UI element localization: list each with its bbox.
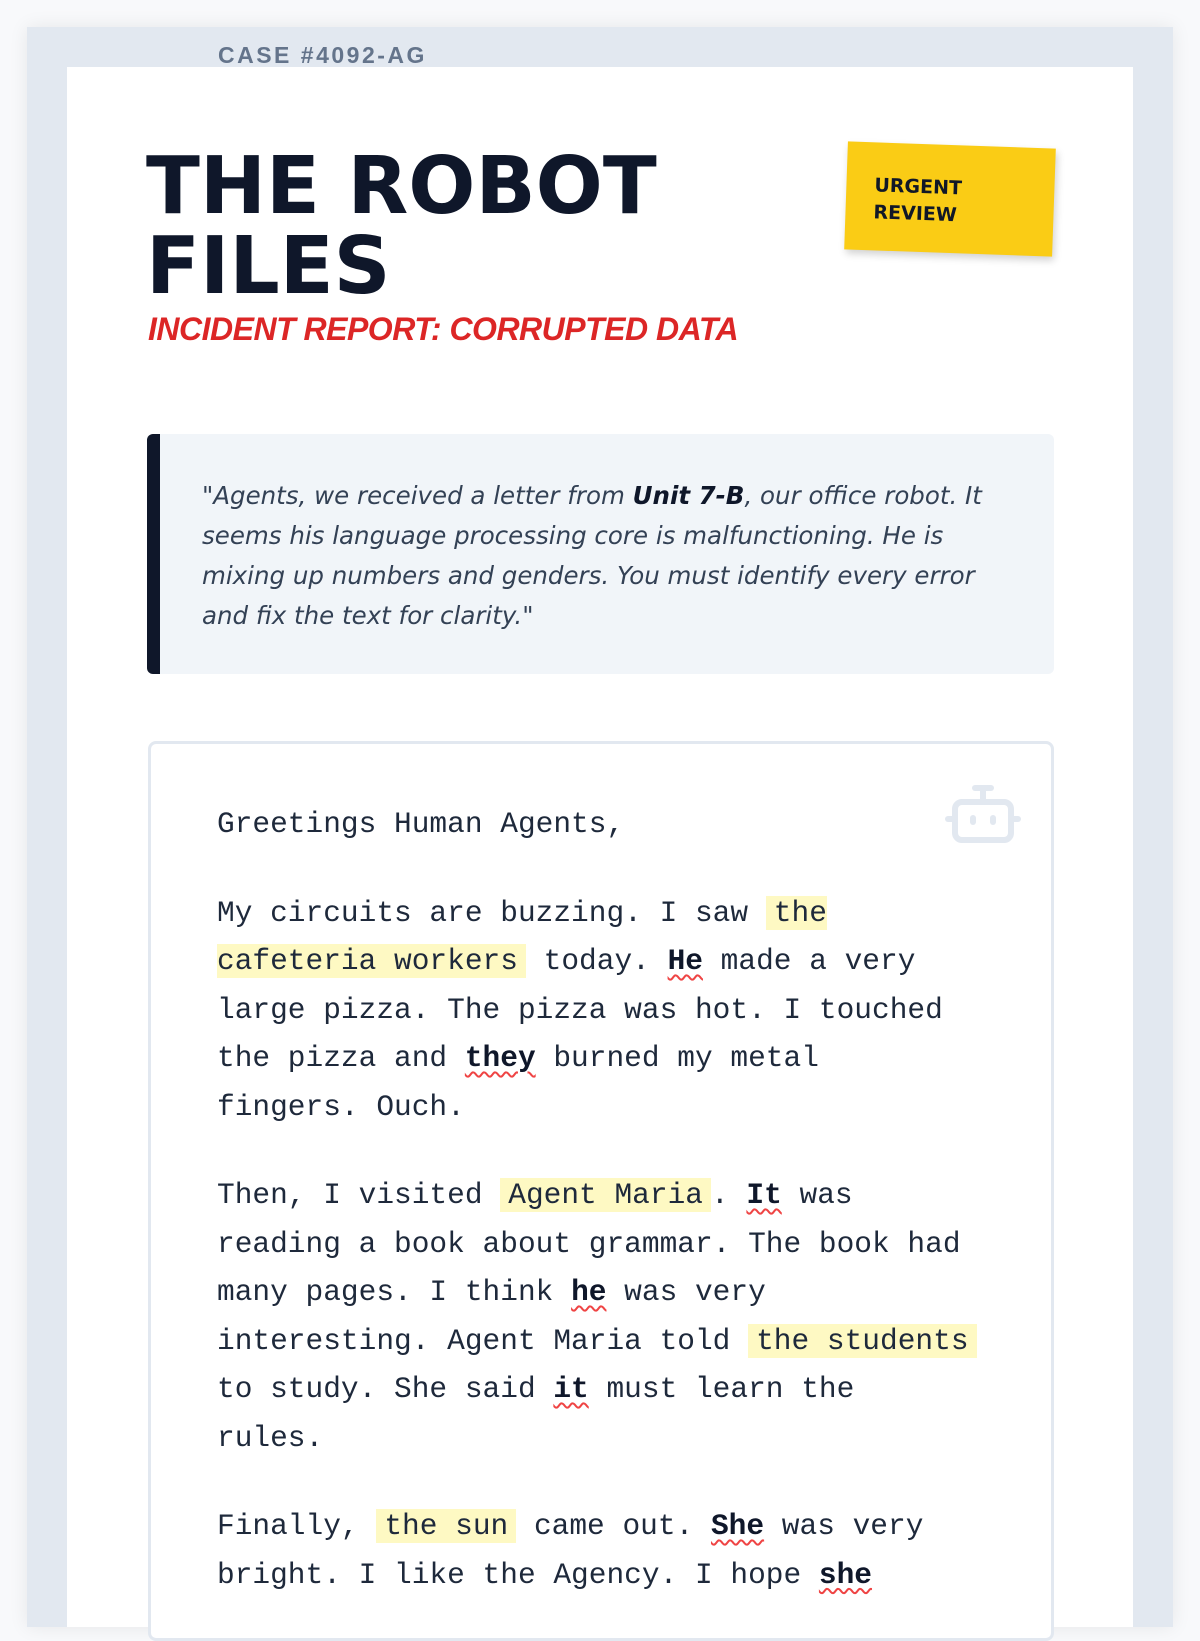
sticky-line-2: REVIEW bbox=[873, 201, 958, 227]
pronoun-error[interactable]: it bbox=[553, 1372, 589, 1406]
letter-text: Then, I visited bbox=[217, 1178, 501, 1212]
letter-paragraph-1 bbox=[217, 889, 977, 1132]
pronoun-error[interactable]: She bbox=[710, 1509, 765, 1543]
briefing-rest: , our office robot. It seems his language processing core is malfunctioning. He is mixing up numbers and genders. You must identify every error and fix the text for clarity." bbox=[202, 481, 982, 630]
letter-paragraph-2 bbox=[217, 1171, 977, 1462]
letter-greeting: Greetings Human Agents, bbox=[217, 807, 625, 841]
robot-letter bbox=[148, 741, 1054, 1641]
sticky-line-1: URGENT bbox=[874, 174, 963, 200]
letter-text: came out. bbox=[516, 1509, 711, 1543]
title-line-1: THE ROBOT bbox=[146, 140, 657, 232]
letter-text: Finally, bbox=[217, 1509, 377, 1543]
letter-text: made a very large pizza. The pizza was hot. I touched the pizza and bbox=[217, 944, 943, 1075]
pronoun-error[interactable]: they bbox=[464, 1041, 536, 1075]
pronoun-error[interactable]: He bbox=[667, 944, 703, 978]
briefing-quote bbox=[147, 434, 1054, 674]
pronoun-error[interactable]: she bbox=[818, 1557, 873, 1592]
letter-text: to study. She said bbox=[217, 1372, 554, 1406]
sticky-note-text bbox=[873, 172, 1005, 231]
urgent-sticky-note bbox=[844, 141, 1056, 256]
highlighted-noun[interactable]: Agent Maria bbox=[500, 1178, 711, 1212]
highlighted-noun[interactable]: the sun bbox=[376, 1509, 516, 1543]
letter-text: was reading a book about grammar. The book had many pages. I think bbox=[217, 1178, 961, 1309]
page-title bbox=[146, 140, 786, 312]
briefing-open: "Agents, we received a letter from bbox=[202, 481, 633, 510]
pronoun-error[interactable]: he bbox=[571, 1275, 607, 1309]
highlighted-noun[interactable]: the cafeteria workers bbox=[217, 895, 827, 978]
case-number: CASE #4092-AG bbox=[218, 42, 427, 68]
title-line-2: FILES bbox=[146, 220, 391, 312]
briefing-text bbox=[202, 476, 1002, 636]
letter-body bbox=[217, 800, 977, 1639]
letter-text: today. bbox=[525, 944, 668, 978]
letter-text: was very interesting. Agent Maria told bbox=[217, 1275, 766, 1358]
briefing-unit: Unit 7-B bbox=[632, 481, 745, 510]
letter-text: burned my metal fingers. Ouch. bbox=[217, 1041, 819, 1124]
pronoun-error[interactable]: It bbox=[746, 1178, 782, 1212]
highlighted-noun[interactable]: the students bbox=[748, 1324, 976, 1358]
letter-text: was very bright. I like the Agency. I hope bbox=[217, 1509, 924, 1592]
letter-text: My circuits are buzzing. I saw bbox=[217, 895, 766, 930]
letter-text: . bbox=[710, 1178, 747, 1212]
letter-paragraph-3 bbox=[217, 1502, 977, 1599]
letter-text: must learn the rules. bbox=[217, 1372, 855, 1455]
page-subtitle: INCIDENT REPORT: CORRUPTED DATA bbox=[148, 311, 739, 347]
